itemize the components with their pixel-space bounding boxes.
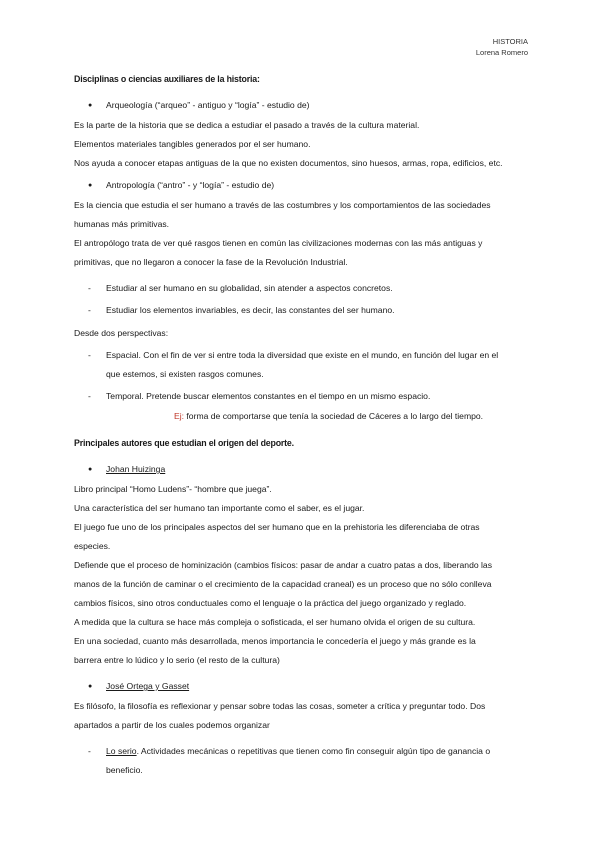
paragraph-line: Una característica del ser humano tan importante como el saber, es el jugar. — [74, 503, 365, 513]
page-header — [476, 36, 528, 58]
bullet-antropologia — [74, 176, 530, 195]
example-line — [74, 407, 530, 426]
paragraph-line: A medida que la cultura se hace más compleja o sofisticada, el ser humano olvida el origen de su cultura. — [74, 617, 476, 627]
paragraph-line: apartados a partir de los cuales podemos organizar — [74, 720, 270, 730]
paragraph-line: Defiende que el proceso de hominización (cambios físicos: pasar de andar a cuatro patas a dos, liberando las — [74, 560, 492, 570]
bullet-icon: ● — [88, 466, 93, 473]
perspective-temporal — [74, 387, 530, 406]
bullet-huizinga — [74, 460, 530, 479]
paragraph-line: Es filósofo, la filosofía es reflexionar y pensar sobre todas las cosas, someter a crítica y preguntar todo. Dos — [74, 701, 486, 711]
dash-text: Estudiar los elementos invariables, es decir, las constantes del ser humano. — [106, 305, 395, 315]
dash-icon: - — [88, 283, 91, 293]
paragraph-line: Libro principal “Homo Ludens”- “hombre que juega”. — [74, 484, 272, 494]
dash-icon: - — [88, 391, 91, 401]
example-label: Ej: — [174, 411, 185, 421]
bullet-ortega — [74, 677, 530, 696]
dash-icon: - — [88, 746, 91, 756]
perspective-line: Temporal. Pretende buscar elementos constantes en el tiempo en un mismo espacio. — [106, 391, 431, 401]
dash-text: Estudiar al ser humano en su globalidad, sin atender a aspectos concretos. — [106, 283, 393, 293]
huizinga-name: Johan Huizinga — [106, 464, 166, 474]
dash-item — [74, 301, 530, 320]
example-text: forma de comportarse que tenía la sociedad de Cáceres a lo largo del tiempo. — [184, 411, 484, 421]
lo-serio-text-cont: beneficio. — [106, 765, 143, 775]
dash-icon: - — [88, 305, 91, 315]
ortega-name: José Ortega y Gasset — [106, 681, 190, 691]
dash-icon: - — [88, 350, 91, 360]
header-author: Lorena Romero — [475, 48, 528, 57]
paragraph-line: En una sociedad, cuanto más desarrollada, menos importancia le concedería el juego y más grande es la — [74, 636, 476, 646]
paragraph-line: Es la ciencia que estudia el ser humano a través de las costumbres y los comportamientos de las sociedades — [74, 200, 491, 210]
arqueologia-heading: Arqueología (“arqueo” - antiguo y “logía” - estudio de) — [106, 100, 310, 110]
dash-item-lo-serio — [74, 742, 530, 780]
perspective-espacial — [74, 346, 530, 384]
bullet-arqueologia — [74, 96, 530, 115]
dash-item — [74, 279, 530, 298]
paragraph-line: Nos ayuda a conocer etapas antiguas de la que no existen documentos, sino huesos, armas, ropa, edificios, etc. — [74, 158, 503, 168]
bullet-icon: ● — [88, 182, 93, 189]
paragraph-line: barrera entre lo lúdico y lo serio (el resto de la cultura) — [74, 655, 280, 665]
antropologia-heading: Antropología (“antro” - y “logía” - estudio de) — [106, 180, 275, 190]
paragraph-line: cambios físicos, sino otros conductuales como el lenguaje o la práctica del juego organizado y reglado. — [74, 598, 467, 608]
perspective-line: que estemos, si existen rasgos comunes. — [106, 369, 264, 379]
paragraph-line: manos de la función de caminar o el crecimiento de la capacidad craneal) es un proceso que no sólo conlleva — [74, 579, 492, 589]
lo-serio-label: Lo serio — [106, 746, 137, 756]
bullet-icon: ● — [88, 102, 93, 109]
paragraph-line: primitivas, que no llegaron a conocer la fase de la Revolución Industrial. — [74, 257, 348, 267]
paragraph-line: Es la parte de la historia que se dedica a estudiar el pasado a través de la cultura material. — [74, 120, 420, 130]
lo-serio-text: . Actividades mecánicas o repetitivas que tienen como fin conseguir algún tipo de ganancia o — [136, 746, 491, 756]
bullet-icon: ● — [88, 683, 93, 690]
paragraph-line: humanas más primitivas. — [74, 219, 170, 229]
header-subject: HISTORIA — [492, 37, 528, 46]
section-title-disciplinas: Disciplinas o ciencias auxiliares de la historia: — [74, 74, 260, 85]
document-body — [74, 70, 530, 780]
paragraph-line: Elementos materiales tangibles generados por el ser humano. — [74, 139, 311, 149]
paragraph-line: especies. — [74, 541, 111, 551]
perspective-line: Espacial. Con el fin de ver si entre toda la diversidad que existe en el mundo, en función del lugar en el — [106, 350, 499, 360]
section-title-autores: Principales autores que estudian el origen del deporte. — [74, 438, 294, 449]
paragraph-line: El juego fue uno de los principales aspectos del ser humano que en la prehistoria les diferenciaba de otras — [74, 522, 480, 532]
paragraph-line: El antropólogo trata de ver qué rasgos tienen en común las civilizaciones modernas con las más antiguas y — [74, 238, 483, 248]
perspectives-label: Desde dos perspectivas: — [74, 328, 169, 338]
